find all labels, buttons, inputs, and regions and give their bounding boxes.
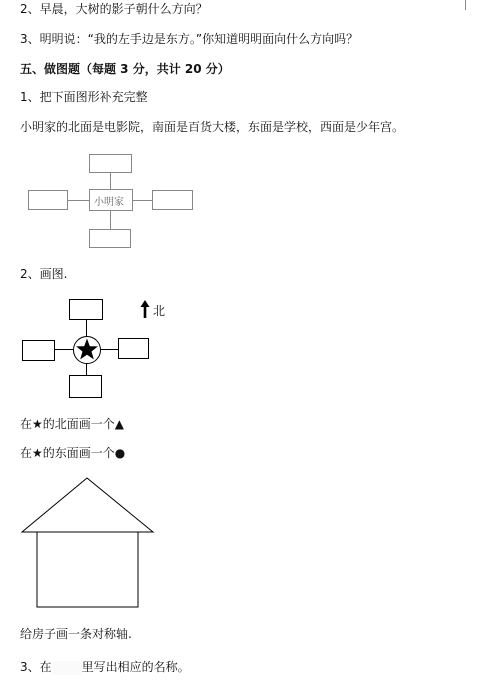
east-box[interactable] (152, 190, 193, 210)
question-3: 3、明明说：“我的左手边是东方。”你知道明明面向什么方向吗？ (20, 32, 359, 46)
star-west-box[interactable] (22, 340, 55, 361)
star-connector-north (86, 320, 87, 336)
task-north: 在★的北面画一个▲ (20, 417, 125, 431)
connector-south (110, 211, 111, 229)
star-in-circle-icon (72, 335, 102, 365)
star-north-box[interactable] (69, 299, 103, 320)
triangle-icon: ▲ (114, 417, 125, 431)
task-east: 在★的东面画一个● (20, 446, 126, 460)
blank-box[interactable] (52, 661, 82, 675)
page-edge-mark (465, 0, 466, 10)
star-connector-west (55, 349, 73, 350)
up-arrow-icon (140, 300, 150, 318)
connector-east (133, 200, 152, 201)
circle-icon: ● (114, 446, 126, 460)
south-box[interactable] (89, 229, 131, 248)
item-1-description: 小明家的北面是电影院，南面是百货大楼，东面是学校，西面是少年宫。 (20, 120, 405, 134)
section-5-heading: 五、做图题（每题 3 分，共计 20 分） (20, 62, 230, 76)
item-3-line: 3、在 里写出相应的名称。 (20, 660, 190, 674)
center-box (89, 189, 133, 211)
house-drawing[interactable] (20, 476, 156, 610)
house-task: 给房子画一条对称轴. (20, 627, 132, 641)
west-box[interactable] (28, 190, 68, 210)
star-connector-east (100, 349, 118, 350)
north-box[interactable] (89, 154, 132, 173)
connector-west (68, 200, 89, 201)
north-label: 北 (153, 304, 166, 318)
item-2-title: 2、画图. (20, 267, 68, 281)
question-2: 2、早晨，大树的影子朝什么方向？ (20, 2, 208, 16)
connector-north (110, 173, 111, 189)
center-label: 小明家 (94, 197, 124, 208)
item-1-title: 1、把下面图形补充完整 (20, 90, 148, 104)
star-east-box[interactable] (118, 338, 149, 359)
star-south-box[interactable] (69, 375, 102, 398)
